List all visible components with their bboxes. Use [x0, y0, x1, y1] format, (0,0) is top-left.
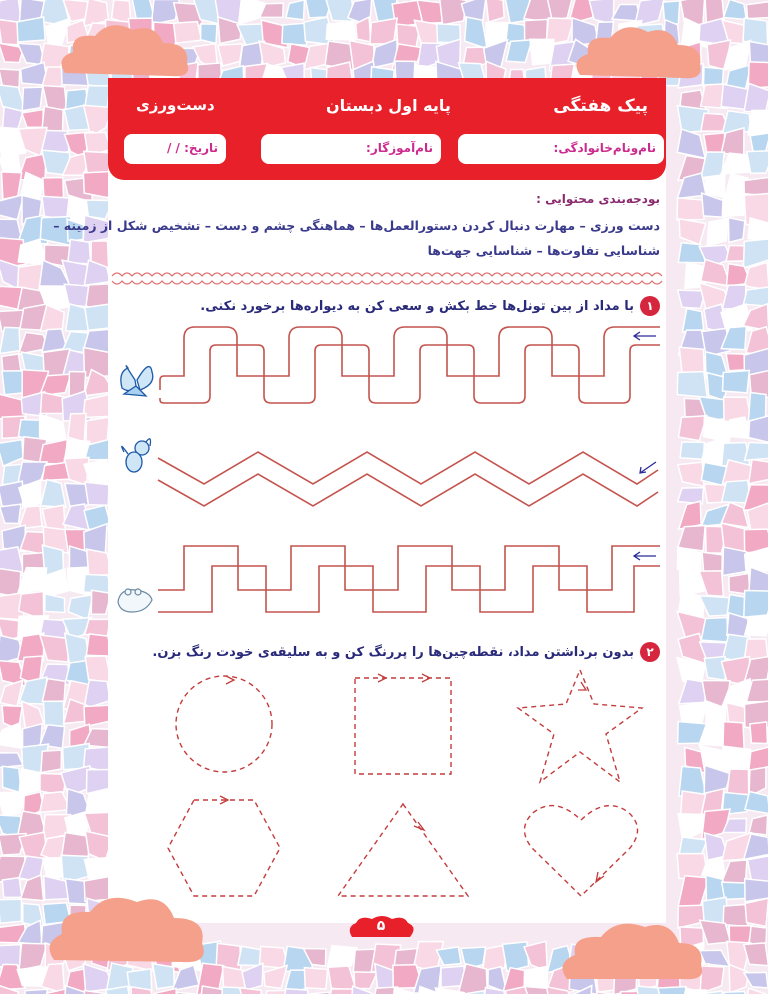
- tunnel-1[interactable]: [160, 327, 660, 403]
- exercise-1-number: ۱: [640, 296, 660, 316]
- topics-line-2: شناسایی تفاوت‌ها – شناسایی جهت‌ها: [427, 243, 660, 258]
- butterfly-icon: [121, 366, 153, 396]
- dashed-circle[interactable]: [176, 676, 272, 772]
- frog-icon: [118, 589, 152, 612]
- header-title-right: پیک هفتگی: [553, 96, 648, 116]
- dashed-star[interactable]: [518, 670, 642, 782]
- header-title-left: دست‌ورزی: [136, 96, 215, 114]
- dashed-square[interactable]: [355, 678, 451, 774]
- arrow-icon: [640, 462, 656, 473]
- page-number-badge: [346, 915, 416, 941]
- dashed-triangle[interactable]: [338, 804, 468, 896]
- bee-icon: [122, 439, 151, 472]
- dashed-hexagon[interactable]: [168, 800, 280, 896]
- tunnel-2[interactable]: [158, 452, 658, 506]
- dashed-heart[interactable]: [524, 806, 637, 896]
- page-number: ۵: [376, 918, 386, 934]
- exercise-1-text: با مداد از بین تونل‌ها خط بکش و سعی کن به دیواره‌ها برخورد نکنی.: [200, 298, 634, 314]
- exercise-2-number: ۲: [640, 642, 660, 662]
- student-name-label: نام‌ونام‌خانوادگی:: [553, 141, 656, 155]
- topics-label: بودجه‌بندی محتوایی :: [536, 192, 660, 206]
- tunnel-3[interactable]: [158, 546, 660, 612]
- exercise-2-text: بدون برداشتن مداد، نقطه‌چین‌ها را پررنگ کن و به سلیقه‌ی خودت رنگ بزن.: [152, 644, 634, 660]
- arrow-icon: [634, 332, 656, 340]
- header-title-center: پایه اول دبستان: [326, 96, 451, 115]
- arrow-icon: [634, 552, 656, 560]
- date-label: تاریخ: / /: [167, 141, 218, 155]
- topics-line-1: دست ورزی – مهارت دنبال کردن دستورالعمل‌ها – هماهنگی چشم و دست – تشخیص شکل از زمینه –: [53, 218, 660, 233]
- teacher-name-label: نام‌آموزگار:: [366, 141, 433, 155]
